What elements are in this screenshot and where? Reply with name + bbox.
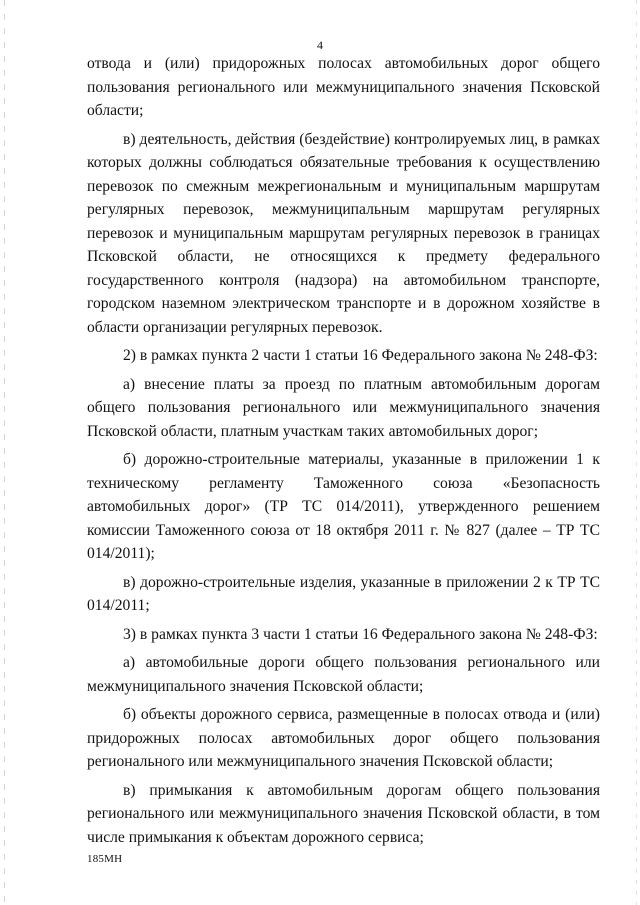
- paragraph-item-a-payment: а) внесение платы за проезд по платным автомобильным дорогам общего пользования регионального или межмуниципального значения Псковской области, платным участкам таких автомобильных дорог;: [87, 375, 600, 440]
- paragraph-section-3: 3) в рамках пункта 3 части 1 статьи 16 Федерального закона № 248-ФЗ:: [123, 625, 598, 643]
- paragraph-item-b-materials: б) дорожно-строительные материалы, указанные в приложении 1 к техническому регламенту Таможенного союза «Безопасность автомобильных дорог» (ТР ТС 014/2011), утвержденного решением комиссии Таможенного союза от 18 октября 2011 г. № 827 (далее – ТР ТС 014/2011);: [87, 451, 600, 562]
- paragraph-continuation: отвода и (или) придорожных полосах автомобильных дорог общего пользования регионального или межмуниципального значения Псковской области;: [87, 55, 600, 119]
- paragraph-item-v-activity: в) деятельность, действия (бездействие) контролируемых лиц, в рамках которых должны соблюдаться обязательные требования к осуществлению перевозок по смежным межрегиональным и муниципальным маршрутам регулярных перевозок, межмуниципальным маршрутам регулярных перевозок и муниципальным маршрутам регулярных перевозок в границах Псковской области, не относящихся к предмету федерального государственного контроля (надзора) на автомобильном транспорте, городском наземном электрическом транспорте и в дорожном хозяйстве в области организации регулярных перевозок.: [87, 130, 600, 336]
- scan-edge-left: [4, 0, 5, 905]
- paragraph-item-v-junctions: в) примыкания к автомобильным дорогам общего пользования регионального или межмуниципального значения Псковской области, в том числе примыкания к объектам дорожного сервиса;: [87, 781, 600, 846]
- page-number: 4: [317, 38, 323, 52]
- footer-document-code: 185МН: [87, 853, 123, 865]
- document-body: [87, 52, 600, 849]
- paragraph-section-2: 2) в рамках пункта 2 части 1 статьи 16 Федерального закона № 248-ФЗ:: [123, 347, 598, 364]
- paragraph-item-v-products: в) дорожно-строительные изделия, указанные в приложении 2 к ТР ТС 014/2011;: [87, 573, 600, 614]
- paragraph-item-b-service-objects: б) объекты дорожного сервиса, размещенные в полосах отвода и (или) придорожных полосах автомобильных дорог общего пользования регионального или межмуниципального значения Псковской области;: [87, 706, 600, 770]
- scan-edge-right: [636, 0, 637, 905]
- paragraph-item-a-roads: а) автомобильные дороги общего пользования регионального или межмуниципального значения Псковской области;: [87, 654, 600, 695]
